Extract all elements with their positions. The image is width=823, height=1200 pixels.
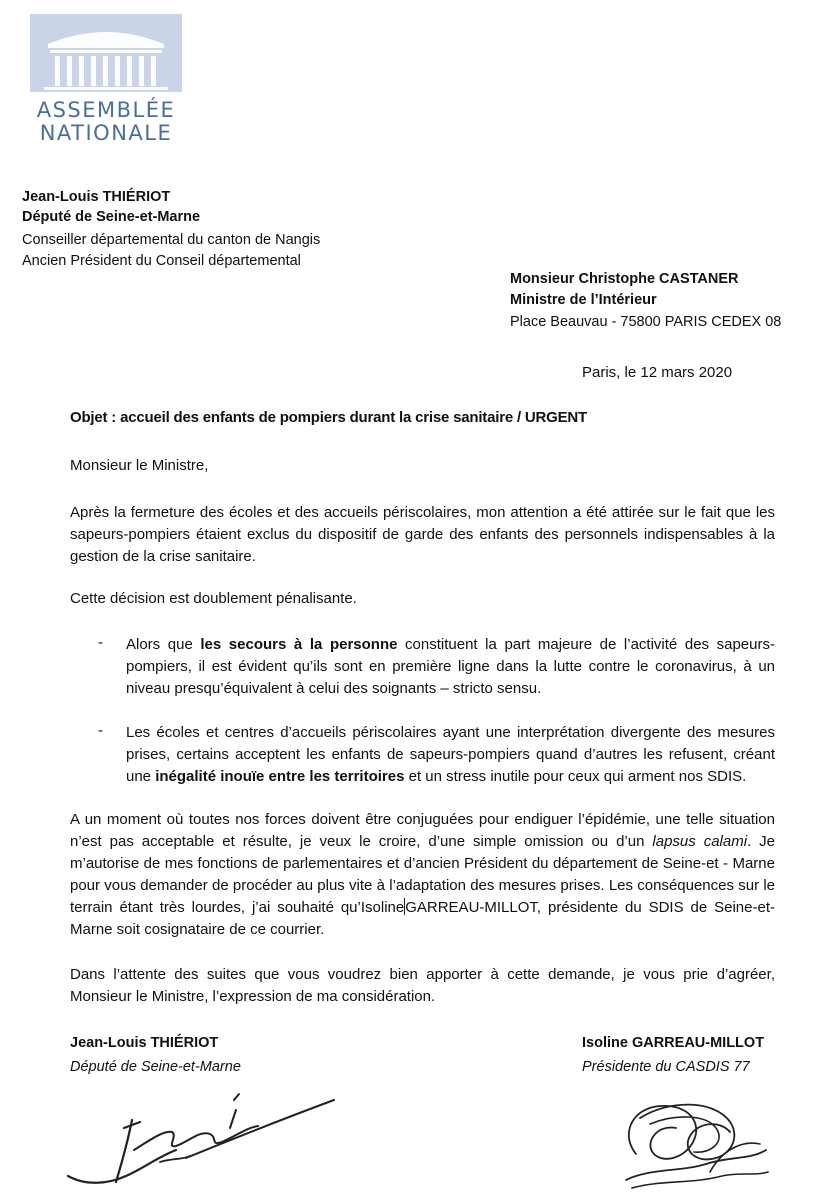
signatory-left-name: Jean-Louis THIÉRIOT: [70, 1035, 219, 1051]
signature-right-icon: [610, 1084, 770, 1198]
assemblee-logo: [30, 14, 182, 92]
salutation: Monsieur le Ministre,: [70, 457, 209, 474]
bullet-2: Les écoles et centres d’accueils périscolaires ayant une interprétation divergente des mesures prises, certains acceptent les enfants de sapeurs-pompiers quand d’autres les refusent, créant une inégalité inouïe entre les territoires et un stress inutile pour ceux qui arment nos SDIS.: [126, 724, 775, 785]
signatory-right-title: Présidente du CASDIS 77: [582, 1059, 750, 1075]
recipient-name: Monsieur Christophe CASTANER: [510, 271, 739, 287]
sender-title: Député de Seine-et-Marne: [22, 209, 201, 225]
sender-role-2: Ancien Président du Conseil départemental: [22, 253, 301, 269]
paragraph-1: Après la fermeture des écoles et des accueils périscolaires, mon attention a été attirée sur le fait que les sapeurs-pompiers étaient exclus du dispositif de garde des enfants des personnels indispensables à la gestion de la crise sanitaire.: [70, 504, 775, 565]
paragraph-4: Dans l’attente des suites que vous voudrez bien apporter à cette demande, je vous prie d’agréer, Monsieur le Ministre, l’expression de ma considération.: [70, 966, 775, 1005]
letter-subject: Objet : accueil des enfants de pompiers durant la crise sanitaire / URGENT: [70, 409, 588, 426]
letter-date: Paris, le 12 mars 2020: [582, 364, 733, 381]
bullet-1: Alors que les secours à la personne constituent la part majeure de l’activité des sapeurs-pompiers, il est évident qu’ils sont en première ligne dans la lutte contre le coronavirus, à un niveau presqu’équivalent à celui des soignants – stricto sensu.: [126, 636, 775, 697]
recipient-title: Ministre de l’Intérieur: [510, 292, 657, 308]
recipient-address: Place Beauvau - 75800 PARIS CEDEX 08: [510, 314, 782, 330]
assemblee-building-icon: [30, 14, 182, 92]
paragraph-2: Cette décision est doublement pénalisante.: [70, 590, 357, 607]
sender-name: Jean-Louis THIÉRIOT: [22, 189, 171, 205]
signatory-left-title: Député de Seine-et-Marne: [70, 1059, 241, 1075]
logo-line-1: ASSEMBLÉE: [36, 98, 176, 122]
bullet-dash-2: -: [98, 722, 103, 739]
signature-left-icon: [60, 1080, 340, 1195]
signatory-right-name: Isoline GARREAU-MILLOT: [582, 1035, 765, 1051]
paragraph-3: A un moment où toutes nos forces doivent être conjuguées pour endiguer l’épidémie, une telle situation n’est pas acceptable et résulte, je veux le croire, d’une simple omission ou d’un lapsus calami. Je m’autorise de mes fonctions de parlementaires et d’ancien Président du département de Seine-et - Marne pour vous demander de procéder au plus vite à l’adaptation des mesures prises. Les conséquences sur le terrain étant très lourdes, j’ai souhaité qu’IsolineGARREAU-MILLOT, présidente du SDIS de Seine-et-Marne soit cosignataire de ce courrier.: [70, 811, 776, 938]
logo-line-2: NATIONALE: [39, 121, 173, 145]
sender-role-1: Conseiller départemental du canton de Nangis: [22, 232, 321, 248]
bullet-dash-1: -: [98, 634, 103, 651]
